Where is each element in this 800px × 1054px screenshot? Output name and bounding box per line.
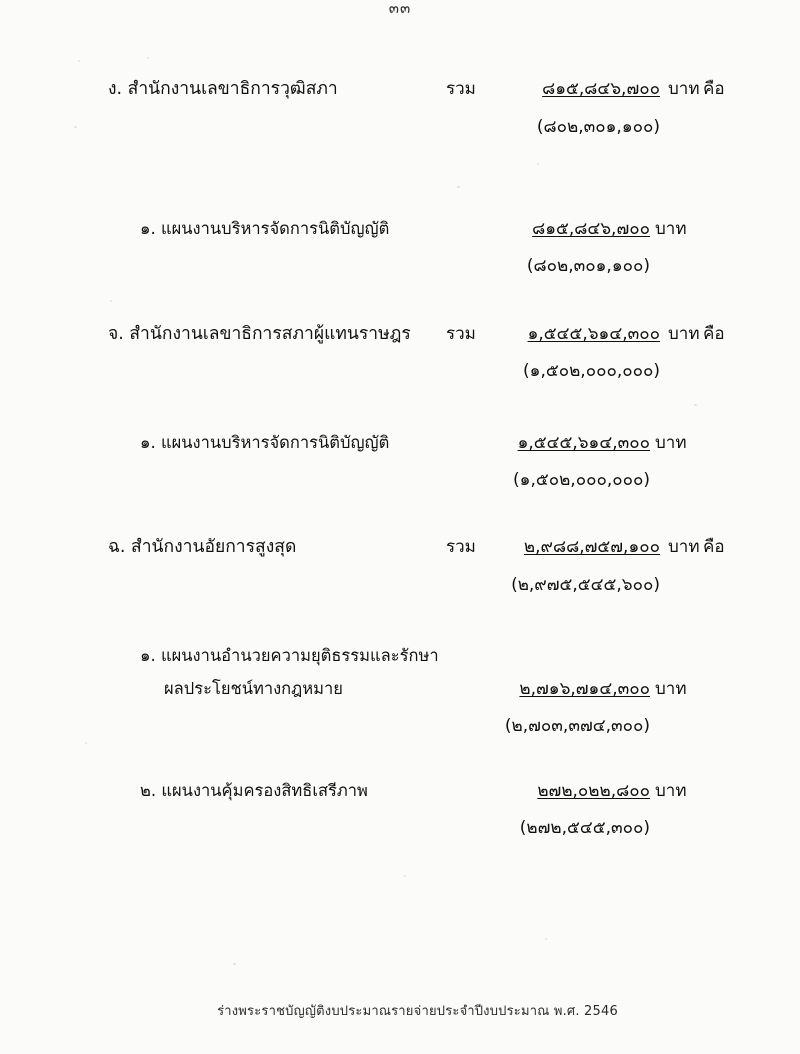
scan-speck xyxy=(537,163,539,165)
previous-amount: (๒,๙๗๕,๕๔๕,๖๐๐) xyxy=(511,575,660,595)
total-label: รวม xyxy=(446,324,476,344)
entry-title: ๑. แผนงานบริหารจัดการนิติบัญญัติ xyxy=(140,219,390,238)
namely-label: คือ xyxy=(703,79,725,99)
previous-amount: (๑,๕๐๒,๐๐๐,๐๐๐) xyxy=(523,361,660,381)
previous-amount: (๘๐๒,๓๐๑,๑๐๐) xyxy=(526,256,650,276)
scan-speck xyxy=(110,300,112,302)
unit-label: บาท xyxy=(655,219,687,239)
unit-label: บาท xyxy=(668,324,700,344)
amount-value: ๘๑๕,๘๔๖,๗๐๐ xyxy=(542,79,660,99)
total-label: รวม xyxy=(446,79,476,99)
previous-amount: (๒๗๒,๕๔๕,๓๐๐) xyxy=(519,818,650,838)
scan-speck xyxy=(457,186,460,188)
footer-text: ร่างพระราชบัญญัติงบประมาณรายจ่ายประจำปีงบประมาณ พ.ศ. 2546 xyxy=(217,1004,618,1019)
previous-amount: (๘๐๒,๓๐๑,๑๐๐) xyxy=(536,117,660,137)
amount-value: ๒,๙๘๘,๗๕๗,๑๐๐ xyxy=(523,537,660,557)
scan-speck xyxy=(404,875,406,877)
unit-label: บาท xyxy=(655,679,687,699)
scan-speck xyxy=(74,126,77,128)
scan-speck xyxy=(233,963,236,965)
scan-speck xyxy=(85,742,87,744)
scan-speck xyxy=(545,938,547,940)
entry-title: ฉ. สำนักงานอัยการสูงสุด xyxy=(108,537,297,557)
entry-title-line-1: ๑. แผนงานอำนวยความยุติธรรมและรักษา xyxy=(140,646,439,665)
amount-value: ๘๑๕,๘๔๖,๗๐๐ xyxy=(532,219,650,239)
unit-label: บาท xyxy=(668,537,700,557)
entry-title: ง. สำนักงานเลขาธิการวุฒิสภา xyxy=(108,79,338,99)
document-footer xyxy=(0,1000,800,1021)
namely-label: คือ xyxy=(703,537,725,557)
entry-title: จ. สำนักงานเลขาธิการสภาผู้แทนราษฎร xyxy=(108,324,411,344)
amount-value: ๒๗๒,๐๒๒,๘๐๐ xyxy=(537,781,650,801)
unit-label: บาท xyxy=(655,781,687,801)
previous-amount: (๑,๕๐๒,๐๐๐,๐๐๐) xyxy=(513,470,650,490)
scan-speck xyxy=(78,60,80,62)
scan-speck xyxy=(694,404,697,406)
entry-title: ๑. แผนงานบริหารจัดการนิติบัญญัติ xyxy=(140,433,390,452)
unit-label: บาท xyxy=(655,433,687,453)
unit-label: บาท xyxy=(668,79,700,99)
namely-label: คือ xyxy=(703,324,725,344)
page-number: ๓๓ xyxy=(388,0,412,17)
amount-value: ๑,๕๔๕,๖๑๔,๓๐๐ xyxy=(517,433,650,453)
previous-amount: (๒,๗๐๓,๓๗๔,๓๐๐) xyxy=(504,716,650,736)
entry-title: ๒. แผนงานคุ้มครองสิทธิเสรีภาพ xyxy=(140,781,368,800)
total-label: รวม xyxy=(446,537,476,557)
entry-title-line-2: ผลประโยชน์ทางกฎหมาย xyxy=(164,679,343,698)
amount-value: ๒,๗๑๖,๗๑๔,๓๐๐ xyxy=(519,679,650,699)
scan-speck xyxy=(147,57,149,59)
amount-value: ๑,๕๔๕,๖๑๔,๓๐๐ xyxy=(527,324,660,344)
